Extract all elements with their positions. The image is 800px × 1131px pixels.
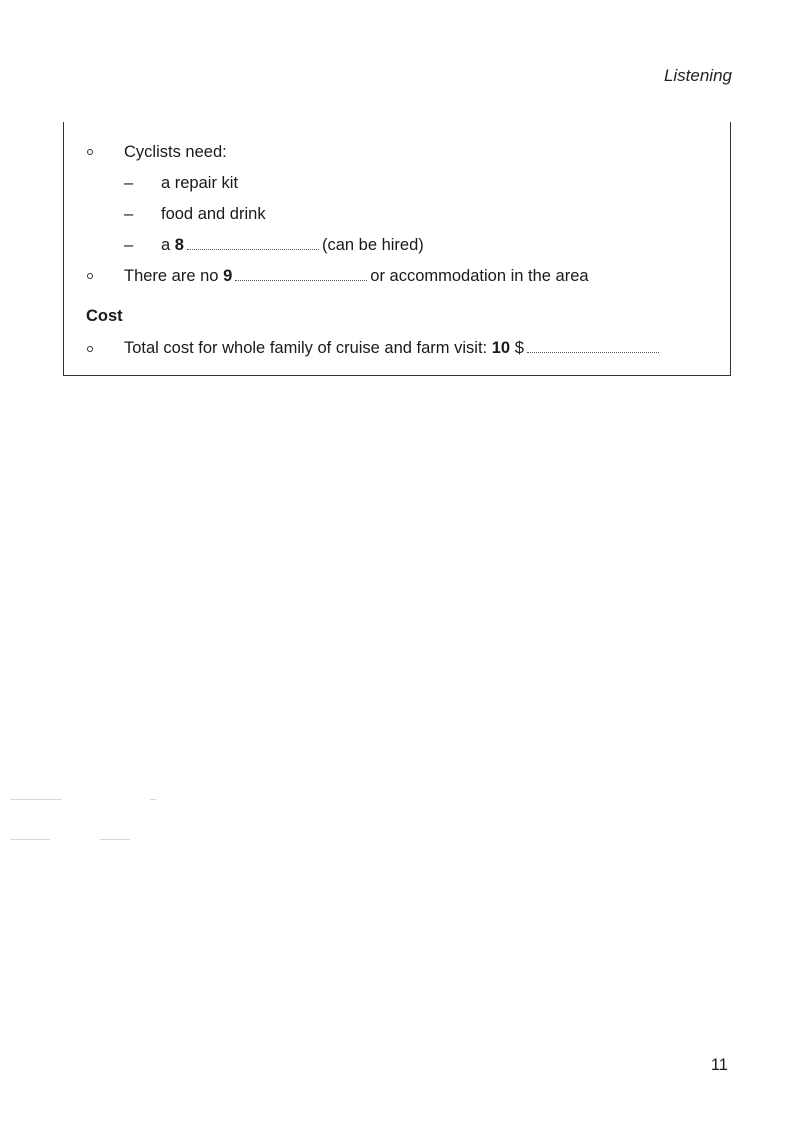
note-suffix: or accommodation in the area [370, 267, 589, 285]
list-item: a repair kit [161, 174, 239, 192]
question-number: 8 [174, 236, 184, 254]
section-label: Listening [663, 66, 732, 85]
cyclists-heading: Cyclists need: [124, 143, 227, 161]
scan-artifact [10, 839, 50, 840]
question-number: 9 [223, 267, 233, 285]
dash-icon: – [124, 236, 134, 254]
item-prefix: a [161, 236, 171, 254]
list-item-question-8 [161, 235, 424, 255]
question-number: 10 [491, 339, 511, 357]
answer-blank[interactable] [235, 268, 367, 281]
answer-blank[interactable] [527, 340, 659, 353]
dash-icon: – [124, 174, 134, 192]
cost-heading: Cost [86, 307, 123, 325]
scan-artifact [150, 799, 156, 800]
scan-artifact [10, 799, 62, 800]
bullet-icon [87, 149, 93, 155]
bullet-icon [87, 346, 93, 352]
page-number: 11 [710, 1056, 728, 1074]
list-item: food and drink [161, 205, 266, 223]
cost-prefix: Total cost for whole family of cruise and farm visit: [124, 339, 488, 357]
item-suffix: (can be hired) [321, 236, 424, 254]
currency-symbol: $ [514, 339, 524, 357]
dash-icon: – [124, 205, 134, 223]
cost-line [124, 338, 662, 358]
answer-blank[interactable] [187, 237, 319, 250]
scan-artifact [100, 839, 130, 840]
bullet-icon [87, 273, 93, 279]
note-prefix: There are no [124, 267, 219, 285]
area-note [124, 266, 589, 286]
